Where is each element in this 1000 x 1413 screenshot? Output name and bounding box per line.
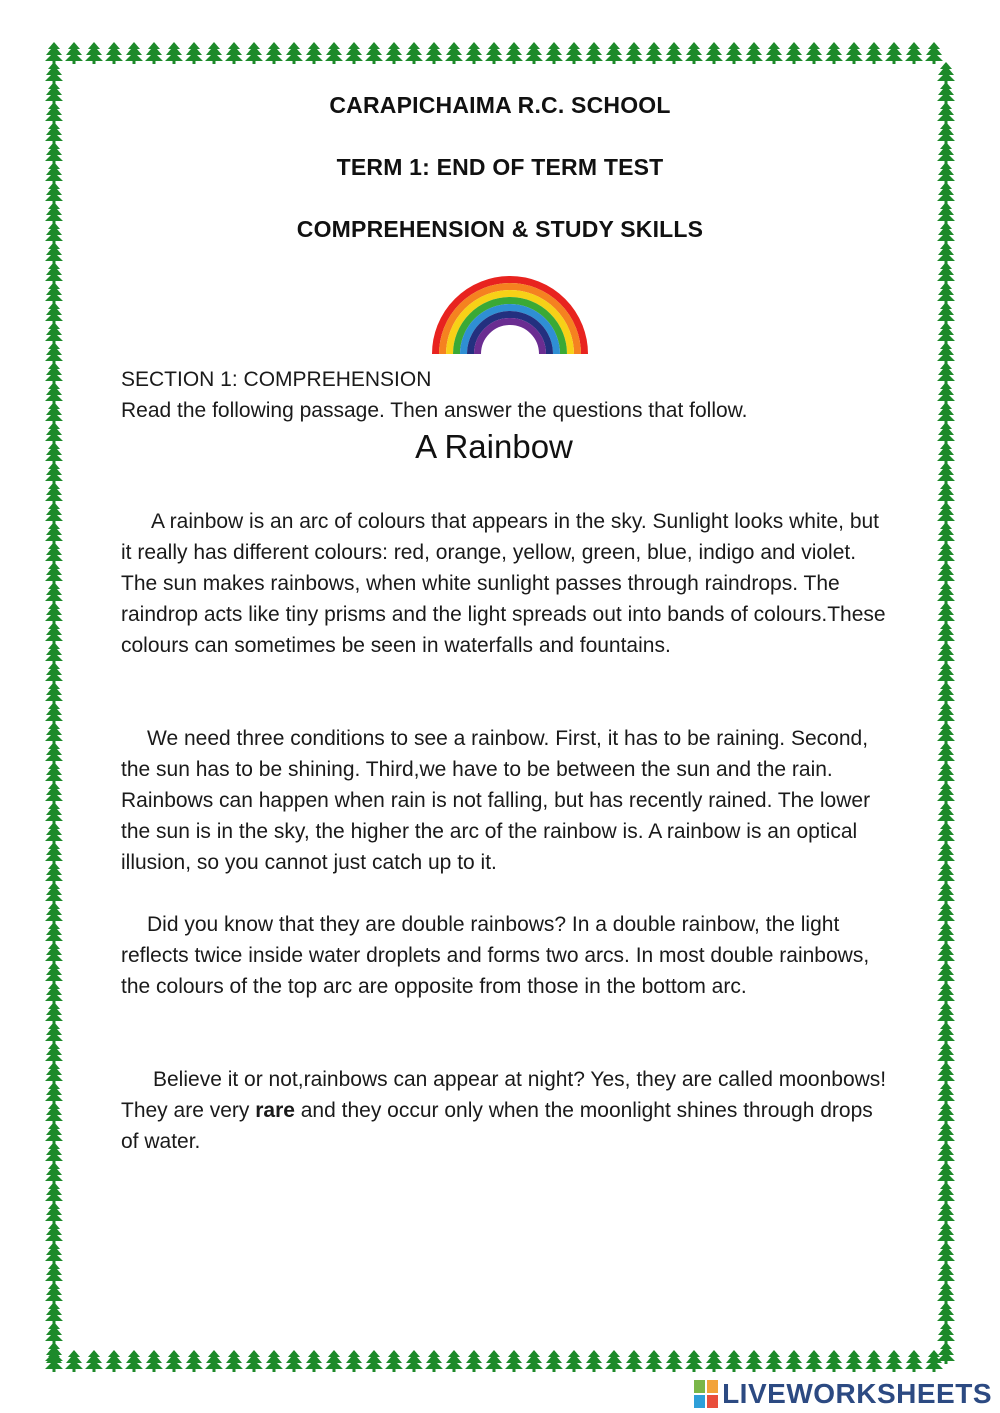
border-tree-icon: [905, 1350, 923, 1372]
border-tree-icon: [45, 1302, 63, 1324]
border-tree-icon: [385, 1350, 403, 1372]
border-tree-icon: [937, 342, 955, 364]
border-tree-icon: [45, 1342, 63, 1364]
border-tree-icon: [45, 1102, 63, 1124]
border-tree-icon: [45, 762, 63, 784]
border-tree-icon: [665, 42, 683, 64]
border-tree-icon: [765, 42, 783, 64]
border-tree-icon: [937, 722, 955, 744]
border-tree-icon: [45, 582, 63, 604]
border-tree-icon: [937, 1162, 955, 1184]
border-tree-icon: [45, 742, 63, 764]
border-tree-icon: [45, 902, 63, 924]
border-tree-icon: [505, 42, 523, 64]
border-tree-icon: [45, 1062, 63, 1084]
border-tree-icon: [745, 42, 763, 64]
border-tree-icon: [785, 42, 803, 64]
border-tree-icon: [605, 42, 623, 64]
border-tree-icon: [205, 42, 223, 64]
border-tree-icon: [45, 382, 63, 404]
border-tree-icon: [937, 622, 955, 644]
border-tree-icon: [625, 1350, 643, 1372]
border-tree-icon: [345, 1350, 363, 1372]
border-tree-icon: [645, 1350, 663, 1372]
paragraph-4-text-end: and they occur only when the moonlight shines through drops of water.: [121, 1099, 873, 1153]
border-tree-icon: [937, 282, 955, 304]
border-tree-icon: [937, 602, 955, 624]
border-tree-icon: [937, 822, 955, 844]
border-tree-icon: [45, 322, 63, 344]
passage-paragraph-4: [121, 1064, 891, 1157]
border-tree-icon: [45, 1262, 63, 1284]
border-tree-icon: [937, 502, 955, 524]
border-tree-icon: [937, 802, 955, 824]
border-tree-icon: [937, 682, 955, 704]
paragraph-3-text: Did you know that they are double rainbows? In a double rainbow, the light reflects twice inside water droplets and forms two arcs. In most double rainbows, the colours of the top arc are opposite from those in the bottom arc.: [121, 913, 870, 998]
border-tree-icon: [705, 42, 723, 64]
border-tree-icon: [937, 782, 955, 804]
border-tree-icon: [485, 1350, 503, 1372]
border-tree-icon: [45, 482, 63, 504]
border-tree-icon: [525, 1350, 543, 1372]
border-tree-icon: [937, 302, 955, 324]
border-tree-icon: [937, 1062, 955, 1084]
border-tree-icon: [725, 42, 743, 64]
border-tree-icon: [825, 1350, 843, 1372]
border-tree-icon: [485, 42, 503, 64]
border-tree-icon: [405, 1350, 423, 1372]
liveworksheets-logo[interactable]: [694, 1375, 992, 1413]
border-tree-icon: [937, 262, 955, 284]
border-tree-icon: [45, 1282, 63, 1304]
border-tree-icon: [325, 1350, 343, 1372]
border-tree-icon: [625, 42, 643, 64]
paragraph-4-text-start: Believe it or not,rainbows can appear at night? Yes, they are called moonbows! They are very: [121, 1068, 887, 1122]
border-tree-icon: [265, 1350, 283, 1372]
border-tree-icon: [465, 42, 483, 64]
border-tree-icon: [125, 1350, 143, 1372]
border-tree-icon: [937, 1022, 955, 1044]
border-tree-icon: [45, 42, 63, 64]
border-tree-icon: [45, 62, 63, 84]
border-tree-icon: [45, 1002, 63, 1024]
border-tree-icon: [45, 662, 63, 684]
border-tree-icon: [45, 862, 63, 884]
border-tree-icon: [45, 1162, 63, 1184]
border-tree-icon: [65, 42, 83, 64]
border-tree-icon: [45, 1242, 63, 1264]
border-tree-icon: [45, 942, 63, 964]
border-tree-icon: [937, 1322, 955, 1344]
border-tree-icon: [45, 1222, 63, 1244]
border-tree-icon: [285, 1350, 303, 1372]
border-tree-icon: [525, 42, 543, 64]
border-tree-icon: [45, 682, 63, 704]
border-tree-icon: [145, 42, 163, 64]
border-tree-icon: [937, 1102, 955, 1124]
border-tree-icon: [805, 42, 823, 64]
rainbow-image: [428, 270, 592, 356]
border-tree-icon: [937, 542, 955, 564]
border-tree-icon: [937, 122, 955, 144]
border-tree-icon: [785, 1350, 803, 1372]
border-tree-icon: [565, 1350, 583, 1372]
border-tree-icon: [65, 1350, 83, 1372]
border-tree-icon: [937, 322, 955, 344]
border-tree-icon: [937, 762, 955, 784]
border-tree-icon: [937, 582, 955, 604]
border-tree-icon: [937, 1082, 955, 1104]
border-tree-icon: [937, 1042, 955, 1064]
border-tree-icon: [665, 1350, 683, 1372]
border-tree-icon: [45, 702, 63, 724]
passage-paragraph-2: [121, 723, 891, 878]
border-tree-icon: [845, 1350, 863, 1372]
border-tree-icon: [125, 42, 143, 64]
border-tree-icon: [85, 42, 103, 64]
passage-title: A Rainbow: [415, 428, 573, 465]
border-tree-icon: [765, 1350, 783, 1372]
border-tree-icon: [45, 522, 63, 544]
border-tree-icon: [937, 742, 955, 764]
border-tree-icon: [937, 842, 955, 864]
paragraph-1-text: A rainbow is an arc of colours that appears in the sky. Sunlight looks white, but it really has different colours: red, orange, yellow, green, blue, indigo and violet. The sun makes rainbows, when white sunlight passes through raindrops. The raindrop acts like tiny prisms and the light spreads out into bands of colours.These colours can sometimes be seen in waterfalls and fountains.: [121, 510, 886, 657]
border-tree-icon: [645, 42, 663, 64]
bold-word-rare: rare: [255, 1099, 295, 1122]
border-tree-icon: [45, 1022, 63, 1044]
border-tree-icon: [45, 882, 63, 904]
border-tree-icon: [45, 842, 63, 864]
border-tree-icon: [937, 382, 955, 404]
border-tree-icon: [937, 1302, 955, 1324]
border-tree-icon: [305, 42, 323, 64]
border-tree-icon: [937, 1262, 955, 1284]
border-tree-icon: [405, 42, 423, 64]
border-tree-icon: [365, 1350, 383, 1372]
border-tree-icon: [825, 42, 843, 64]
border-tree-icon: [425, 1350, 443, 1372]
border-tree-icon: [185, 1350, 203, 1372]
school-name: CARAPICHAIMA R.C. SCHOOL: [329, 92, 671, 118]
border-tree-icon: [165, 1350, 183, 1372]
border-tree-icon: [885, 42, 903, 64]
liveworksheets-logo-icon: [694, 1380, 718, 1408]
border-tree-icon: [45, 962, 63, 984]
border-tree-icon: [937, 562, 955, 584]
border-tree-icon: [545, 1350, 563, 1372]
border-tree-icon: [45, 722, 63, 744]
border-tree-icon: [937, 62, 955, 84]
border-tree-icon: [225, 1350, 243, 1372]
border-tree-icon: [937, 1202, 955, 1224]
border-tree-icon: [937, 1002, 955, 1024]
border-tree-icon: [105, 1350, 123, 1372]
border-tree-icon: [885, 1350, 903, 1372]
border-tree-icon: [937, 862, 955, 884]
border-tree-icon: [937, 882, 955, 904]
border-tree-icon: [45, 982, 63, 1004]
border-tree-icon: [45, 1122, 63, 1144]
border-tree-icon: [937, 362, 955, 384]
border-tree-icon: [937, 962, 955, 984]
border-tree-icon: [937, 402, 955, 424]
border-tree-icon: [937, 242, 955, 264]
border-tree-icon: [937, 1282, 955, 1304]
test-title: TERM 1: END OF TERM TEST: [336, 154, 664, 180]
border-tree-icon: [585, 1350, 603, 1372]
border-tree-icon: [45, 1182, 63, 1204]
border-tree-icon: [937, 182, 955, 204]
border-tree-icon: [865, 42, 883, 64]
border-tree-icon: [45, 362, 63, 384]
border-tree-icon: [937, 1222, 955, 1244]
border-tree-icon: [937, 1342, 955, 1364]
border-tree-icon: [937, 942, 955, 964]
border-tree-icon: [685, 1350, 703, 1372]
border-tree-icon: [445, 42, 463, 64]
rainbow-band: [478, 322, 543, 355]
border-tree-icon: [45, 782, 63, 804]
border-tree-icon: [545, 42, 563, 64]
border-tree-icon: [45, 1142, 63, 1164]
border-tree-icon: [745, 1350, 763, 1372]
paragraph-2-text: We need three conditions to see a rainbow. First, it has to be raining. Second, the sun has to be shining. Third,we have to be between the sun and the rain. Rainbows can happen when rain is not falling, but has recently rained. The lower the sun is in the sky, the higher the arc of the rainbow is. A rainbow is an optical illusion, so you cannot just catch up to it.: [121, 727, 871, 874]
border-tree-icon: [45, 562, 63, 584]
border-tree-icon: [45, 542, 63, 564]
border-tree-icon: [45, 602, 63, 624]
border-tree-icon: [605, 1350, 623, 1372]
border-tree-icon: [365, 42, 383, 64]
border-tree-icon: [937, 902, 955, 924]
border-tree-icon: [937, 702, 955, 724]
border-tree-icon: [425, 42, 443, 64]
border-tree-icon: [45, 262, 63, 284]
border-tree-icon: [105, 42, 123, 64]
border-tree-icon: [45, 1322, 63, 1344]
border-tree-icon: [225, 42, 243, 64]
border-tree-icon: [45, 642, 63, 664]
border-tree-icon: [45, 182, 63, 204]
border-tree-icon: [937, 1182, 955, 1204]
border-tree-icon: [265, 42, 283, 64]
section-instruction: Read the following passage. Then answer the questions that follow.: [121, 399, 748, 422]
passage-paragraph-3: [121, 909, 891, 1002]
border-tree-icon: [45, 242, 63, 264]
border-tree-icon: [937, 482, 955, 504]
border-tree-icon: [725, 1350, 743, 1372]
border-tree-icon: [185, 42, 203, 64]
border-tree-icon: [705, 1350, 723, 1372]
border-tree-icon: [45, 502, 63, 524]
border-tree-icon: [937, 642, 955, 664]
border-tree-icon: [45, 1202, 63, 1224]
border-tree-icon: [45, 342, 63, 364]
border-tree-icon: [325, 42, 343, 64]
border-tree-icon: [565, 42, 583, 64]
border-tree-icon: [45, 822, 63, 844]
liveworksheets-logo-text: LIVEWORKSHEETS: [722, 1378, 992, 1409]
border-tree-icon: [45, 802, 63, 824]
border-tree-icon: [905, 42, 923, 64]
border-tree-icon: [805, 1350, 823, 1372]
border-tree-icon: [245, 1350, 263, 1372]
border-tree-icon: [345, 42, 363, 64]
border-tree-icon: [937, 522, 955, 544]
border-tree-icon: [145, 1350, 163, 1372]
border-tree-icon: [925, 42, 943, 64]
border-tree-icon: [305, 1350, 323, 1372]
border-tree-icon: [845, 42, 863, 64]
border-tree-icon: [445, 1350, 463, 1372]
border-tree-icon: [45, 922, 63, 944]
border-tree-icon: [45, 122, 63, 144]
border-tree-icon: [45, 282, 63, 304]
subject-title: COMPREHENSION & STUDY SKILLS: [296, 216, 704, 242]
section-heading: SECTION 1: COMPREHENSION: [121, 368, 432, 391]
border-tree-icon: [85, 1350, 103, 1372]
border-tree-icon: [45, 1042, 63, 1064]
passage-paragraph-1: [121, 506, 891, 661]
border-tree-icon: [865, 1350, 883, 1372]
border-tree-icon: [45, 622, 63, 644]
border-tree-icon: [45, 402, 63, 424]
border-tree-icon: [165, 42, 183, 64]
border-tree-icon: [45, 302, 63, 324]
border-tree-icon: [245, 42, 263, 64]
border-tree-icon: [937, 662, 955, 684]
border-tree-icon: [937, 922, 955, 944]
border-tree-icon: [937, 1142, 955, 1164]
border-tree-icon: [937, 1122, 955, 1144]
border-tree-icon: [385, 42, 403, 64]
border-tree-icon: [45, 1082, 63, 1104]
border-tree-icon: [465, 1350, 483, 1372]
border-tree-icon: [285, 42, 303, 64]
border-tree-icon: [505, 1350, 523, 1372]
border-tree-icon: [585, 42, 603, 64]
border-tree-icon: [685, 42, 703, 64]
border-tree-icon: [205, 1350, 223, 1372]
border-tree-icon: [937, 982, 955, 1004]
border-tree-icon: [937, 1242, 955, 1264]
